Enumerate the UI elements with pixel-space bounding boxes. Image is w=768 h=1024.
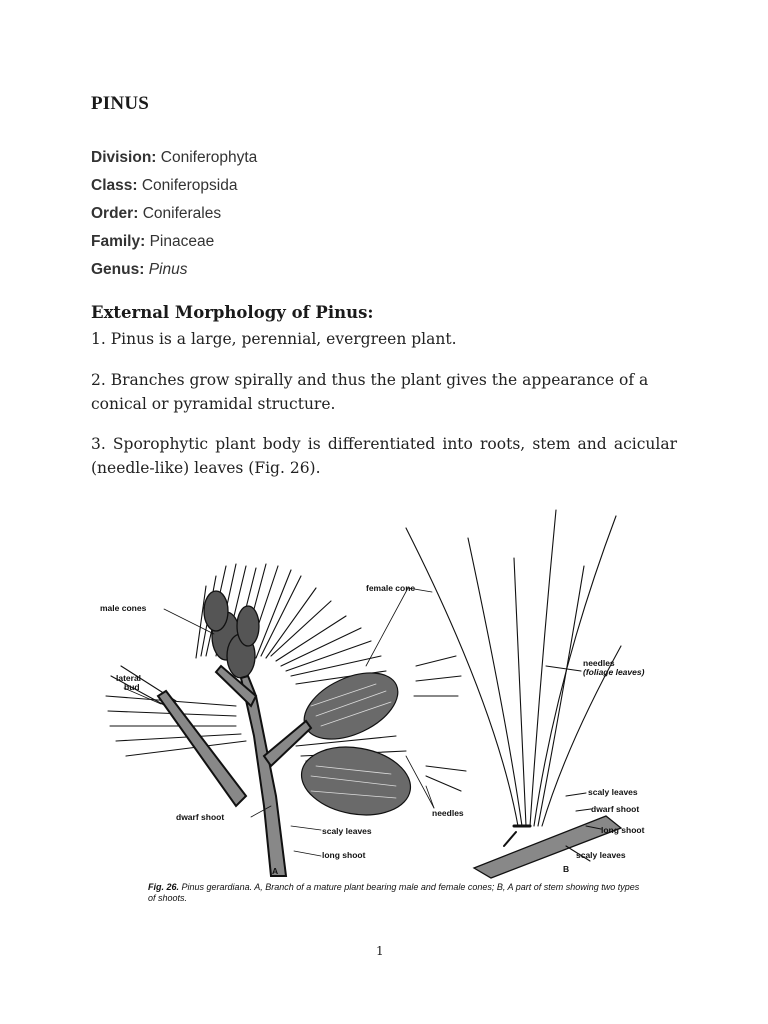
label-scaly-leaves-b2: scaly leaves bbox=[576, 850, 626, 860]
section-heading: External Morphology of Pinus: bbox=[91, 303, 374, 322]
caption-figure-number: Fig. 26. bbox=[148, 882, 180, 892]
label-panel-b: B bbox=[563, 864, 570, 874]
caption-text: Pinus gerardiana. A, Branch of a mature plant bearing male and female cones; B, A part of stem showing two types of shoots. bbox=[148, 882, 640, 903]
taxonomy-label: Genus: bbox=[91, 261, 145, 278]
taxonomy-order bbox=[91, 204, 257, 232]
label-panel-a: A bbox=[272, 866, 279, 876]
label-scaly-leaves-a: scaly leaves bbox=[322, 826, 372, 836]
taxonomy-genus bbox=[91, 260, 257, 288]
taxonomy-value: Coniferopsida bbox=[141, 177, 238, 194]
label-female-cone: female cone bbox=[366, 583, 416, 593]
paragraph-1: 1. Pinus is a large, perennial, evergreen plant. bbox=[91, 330, 457, 348]
taxonomy-class bbox=[91, 176, 257, 204]
taxonomy-label: Division: bbox=[91, 149, 157, 166]
label-dwarf-shoot-a: dwarf shoot bbox=[176, 812, 225, 822]
label-long-shoot-b: long shoot bbox=[601, 825, 645, 835]
taxonomy-family bbox=[91, 232, 257, 260]
label-needles-b: needles bbox=[583, 658, 615, 668]
stem bbox=[158, 666, 311, 876]
taxonomy-value: Coniferales bbox=[142, 205, 222, 222]
taxonomy-label: Class: bbox=[91, 177, 138, 194]
label-lateral: lateral bbox=[116, 673, 142, 683]
taxonomy-division bbox=[91, 148, 257, 176]
label-dwarf-shoot-b: dwarf shoot bbox=[591, 804, 640, 814]
taxonomy-value: Pinaceae bbox=[149, 233, 215, 250]
label-male-cones: male cones bbox=[100, 603, 147, 613]
document-title: PINUS bbox=[91, 93, 150, 114]
taxonomy-label: Order: bbox=[91, 205, 139, 222]
label-bud: bud bbox=[124, 682, 140, 692]
label-needles-a: needles bbox=[432, 808, 464, 818]
taxonomy-value: Coniferophyta bbox=[160, 149, 258, 166]
label-foliage-leaves: (foliage leaves) bbox=[583, 667, 645, 677]
male-cones bbox=[204, 591, 259, 678]
taxonomy-list bbox=[91, 148, 257, 288]
shoot-illustration-b bbox=[406, 510, 621, 878]
branch-illustration-a bbox=[106, 564, 466, 876]
taxonomy-value: Pinus bbox=[148, 261, 188, 278]
label-scaly-leaves-b1: scaly leaves bbox=[588, 787, 638, 797]
figure-caption bbox=[148, 882, 648, 904]
paragraph-2: 2. Branches grow spirally and thus the plant gives the appearance of a conical or pyramidal structure. bbox=[91, 371, 649, 413]
taxonomy-label: Family: bbox=[91, 233, 146, 250]
page-number: 1 bbox=[376, 944, 384, 958]
pinus-figure bbox=[96, 506, 696, 906]
label-long-shoot-a: long shoot bbox=[322, 850, 366, 860]
female-cones bbox=[294, 659, 416, 823]
paragraph-3: 3. Sporophytic plant body is differentiated into roots, stem and acicular (needle-like) leaves (Fig. 26). bbox=[91, 435, 677, 477]
